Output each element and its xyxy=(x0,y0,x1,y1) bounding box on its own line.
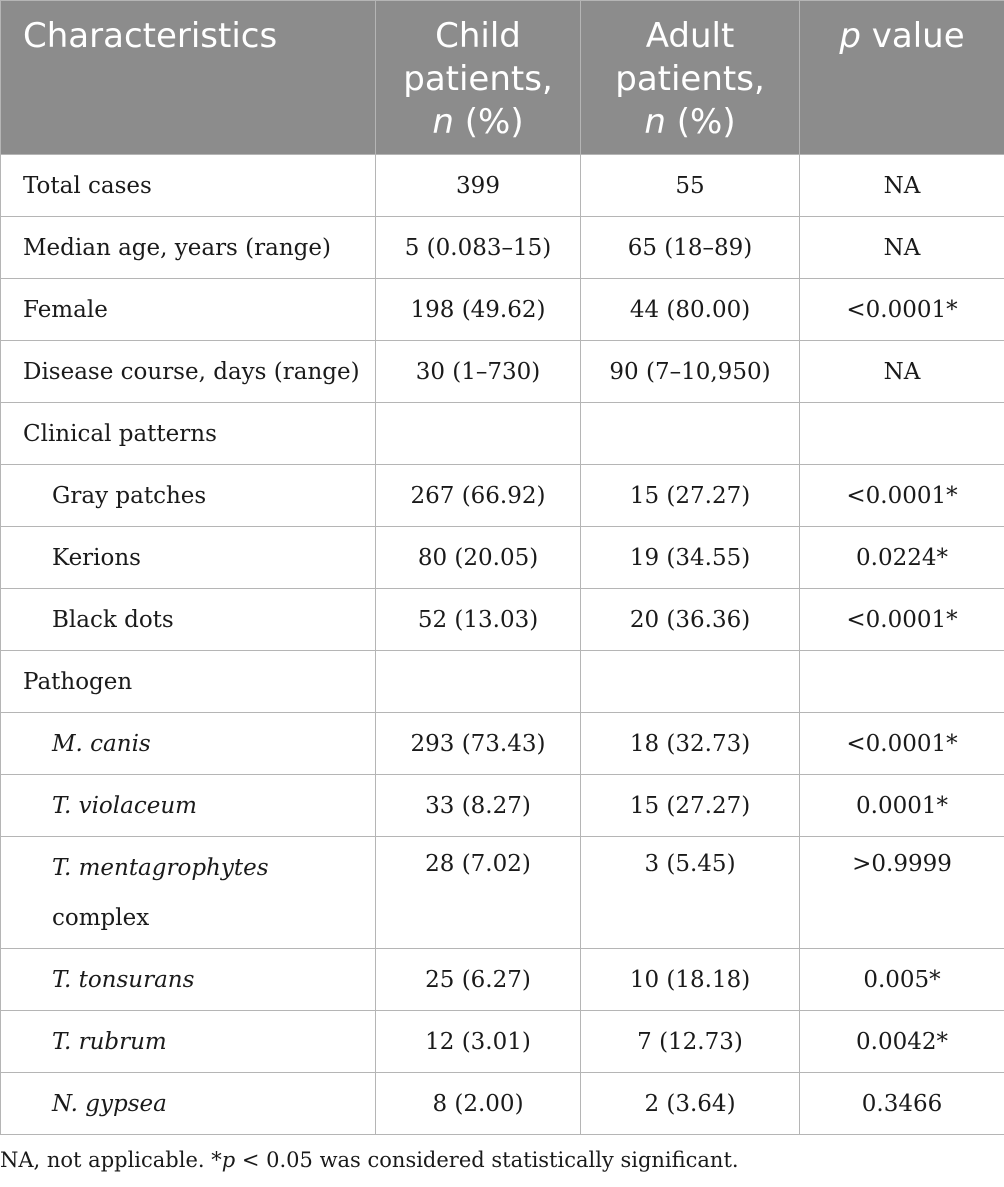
row-label: Black dots xyxy=(1,589,376,651)
table-row xyxy=(1,775,1004,837)
adult-value: 55 xyxy=(581,155,800,217)
child-value: 198 (49.62) xyxy=(376,279,581,341)
table-row xyxy=(1,465,1004,527)
child-value: 30 (1–730) xyxy=(376,341,581,403)
child-value: 5 (0.083–15) xyxy=(376,217,581,279)
p-value: 0.0042* xyxy=(800,1011,1004,1073)
p-value: NA xyxy=(800,341,1004,403)
table-row xyxy=(1,279,1004,341)
table-row xyxy=(1,217,1004,279)
child-value: 33 (8.27) xyxy=(376,775,581,837)
row-label-suffix: complex xyxy=(52,905,150,931)
p-value: 0.3466 xyxy=(800,1073,1004,1135)
row-label: M. canis xyxy=(1,713,376,775)
row-label: Kerions xyxy=(1,527,376,589)
p-value: >0.9999 xyxy=(800,837,1004,949)
adult-value: 65 (18–89) xyxy=(581,217,800,279)
p-value: NA xyxy=(800,155,1004,217)
p-value: 0.0001* xyxy=(800,775,1004,837)
p-value: NA xyxy=(800,217,1004,279)
child-value: 8 (2.00) xyxy=(376,1073,581,1135)
row-label: Female xyxy=(1,279,376,341)
adult-value: 7 (12.73) xyxy=(581,1011,800,1073)
table-row xyxy=(1,1073,1004,1135)
child-value: 28 (7.02) xyxy=(376,837,581,949)
section-row-clinical-patterns xyxy=(1,403,1004,465)
header-p-value: p value xyxy=(800,1,1004,155)
table-footnote: NA, not applicable. *p < 0.05 was considered statistically significant. xyxy=(0,1148,739,1172)
p-value: 0.005* xyxy=(800,949,1004,1011)
adult-value: 2 (3.64) xyxy=(581,1073,800,1135)
header-row xyxy=(1,1,1004,155)
row-label: T. tonsurans xyxy=(1,949,376,1011)
child-value: 25 (6.27) xyxy=(376,949,581,1011)
adult-value: 10 (18.18) xyxy=(581,949,800,1011)
child-value xyxy=(376,651,581,713)
p-value: <0.0001* xyxy=(800,465,1004,527)
table-row xyxy=(1,527,1004,589)
adult-value: 90 (7–10,950) xyxy=(581,341,800,403)
p-value: <0.0001* xyxy=(800,589,1004,651)
child-value: 52 (13.03) xyxy=(376,589,581,651)
header-characteristics: Characteristics xyxy=(1,1,376,155)
table-row xyxy=(1,1011,1004,1073)
row-label: Gray patches xyxy=(1,465,376,527)
section-row-pathogen xyxy=(1,651,1004,713)
row-label: Disease course, days (range) xyxy=(1,341,376,403)
table-row xyxy=(1,155,1004,217)
p-value xyxy=(800,651,1004,713)
adult-value: 20 (36.36) xyxy=(581,589,800,651)
table-row xyxy=(1,341,1004,403)
adult-value: 3 (5.45) xyxy=(581,837,800,949)
adult-value: 15 (27.27) xyxy=(581,775,800,837)
table-row xyxy=(1,713,1004,775)
row-label: T. rubrum xyxy=(1,1011,376,1073)
child-value: 12 (3.01) xyxy=(376,1011,581,1073)
adult-value xyxy=(581,403,800,465)
child-value: 293 (73.43) xyxy=(376,713,581,775)
p-value: <0.0001* xyxy=(800,713,1004,775)
header-child-patients: Child patients, n (%) xyxy=(376,1,581,155)
row-label xyxy=(1,837,376,949)
p-value: 0.0224* xyxy=(800,527,1004,589)
child-value: 267 (66.92) xyxy=(376,465,581,527)
adult-value: 18 (32.73) xyxy=(581,713,800,775)
p-value: <0.0001* xyxy=(800,279,1004,341)
table-row xyxy=(1,589,1004,651)
section-label: Pathogen xyxy=(1,651,376,713)
header-adult-patients: Adult patients, n (%) xyxy=(581,1,800,155)
table-row xyxy=(1,949,1004,1011)
row-label: N. gypsea xyxy=(1,1073,376,1135)
section-label: Clinical patterns xyxy=(1,403,376,465)
row-label: Median age, years (range) xyxy=(1,217,376,279)
adult-value: 44 (80.00) xyxy=(581,279,800,341)
p-value xyxy=(800,403,1004,465)
adult-value: 19 (34.55) xyxy=(581,527,800,589)
child-value: 399 xyxy=(376,155,581,217)
row-label-species: T. mentagrophytes xyxy=(52,855,269,881)
row-label: Total cases xyxy=(1,155,376,217)
adult-value: 15 (27.27) xyxy=(581,465,800,527)
child-value: 80 (20.05) xyxy=(376,527,581,589)
row-label: T. violaceum xyxy=(1,775,376,837)
table-row xyxy=(1,837,1004,949)
child-value xyxy=(376,403,581,465)
adult-value xyxy=(581,651,800,713)
